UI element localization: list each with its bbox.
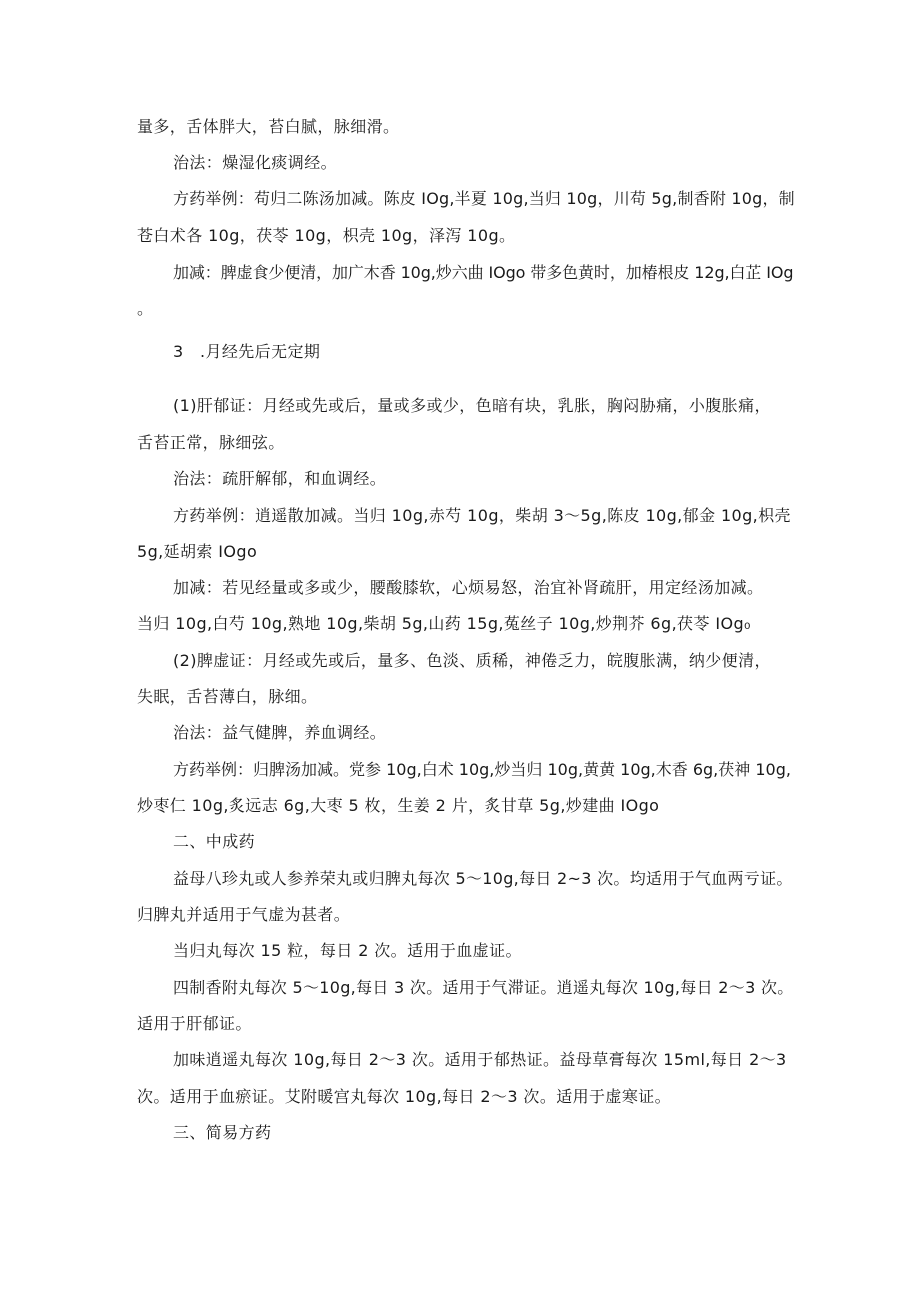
- text-line: 四制香附丸每次 5～10g,每日 3 次。适用于气滞证。逍遥丸每次 10g,每日 2～3 次。: [173, 978, 794, 997]
- text-line: 炒枣仁 10g,炙远志 6g,大枣 5 枚，生姜 2 片，炙甘草 5g,炒建曲 IOgo: [137, 796, 660, 815]
- text-line: 失眠，舌苔薄白，脉细。: [137, 687, 318, 706]
- text-line: 适用于肝郁证。: [137, 1014, 252, 1033]
- section-heading: 二、中成药: [173, 832, 256, 851]
- text-line: (1)肝郁证：月经或先或后，量或多或少，色暗有块，乳胀，胸闷胁痛，小腹胀痛，: [173, 396, 771, 415]
- text-line: 量多，舌体胖大，苔白腻，脉细滑。: [137, 117, 400, 136]
- text-line: 方药举例：苟归二陈汤加减。陈皮 IOg,半夏 10g,当归 10g，川苟 5g,制香附 10g，制: [173, 189, 795, 208]
- text-line: 治法：疏肝解郁，和血调经。: [173, 469, 387, 488]
- text-line: 加减：脾虚食少便清，加广木香 10g,炒六曲 IOgo 带多色黄时，加椿根皮 12g,白芷 IOg: [173, 263, 794, 282]
- text-line: 方药举例：归脾汤加减。党参 10g,白术 10g,炒当归 10g,黄黄 10g,木香 6g,茯神 10g,: [173, 760, 791, 779]
- text-line: 治法：益气健脾，养血调经。: [173, 723, 387, 742]
- text-line: 5g,延胡索 IOgo: [137, 542, 258, 561]
- text-line: 益母八珍丸或人参养荣丸或归脾丸每次 5～10g,每日 2~3 次。均适用于气血两亏证。: [173, 869, 793, 888]
- text-line: 次。适用于血瘀证。艾附暖宫丸每次 10g,每日 2～3 次。适用于虚寒证。: [137, 1087, 672, 1106]
- text-line: 方药举例：逍遥散加减。当归 10g,赤芍 10g，柴胡 3～5g,陈皮 10g,郁金 10g,枳壳: [173, 506, 791, 525]
- text-line: 归脾丸并适用于气虚为甚者。: [137, 905, 351, 924]
- text-line: 加味逍遥丸每次 10g,每日 2～3 次。适用于郁热证。益母草膏每次 15ml,每日 2～3: [173, 1050, 787, 1069]
- text-line: 加减：若见经量或多或少，腰酸膝软，心烦易怒，治宜补肾疏肝，用定经汤加减。: [173, 578, 764, 597]
- section-heading: 三、简易方药: [173, 1123, 272, 1142]
- section-heading: 3 .月经先后无定期: [173, 342, 321, 361]
- text-line: 舌苔正常，脉细弦。: [137, 433, 285, 452]
- text-line: 治法：燥湿化痰调经。: [173, 153, 338, 172]
- text-line: 苍白术各 10g，茯苓 10g，枳壳 10g，泽泻 10g。: [137, 226, 516, 245]
- text-line: 当归丸每次 15 粒，每日 2 次。适用于血虚证。: [173, 941, 522, 960]
- text-line: 。: [137, 299, 154, 318]
- text-line: 当归 10g,白芍 10g,熟地 10g,柴胡 5g,山药 15g,菟丝子 10g,炒荆芥 6g,茯苓 IOg₀: [137, 614, 751, 633]
- text-line: (2)脾虚证：月经或先或后，量多、色淡、质稀，神倦乏力，皖腹胀满，纳少便清，: [173, 651, 771, 670]
